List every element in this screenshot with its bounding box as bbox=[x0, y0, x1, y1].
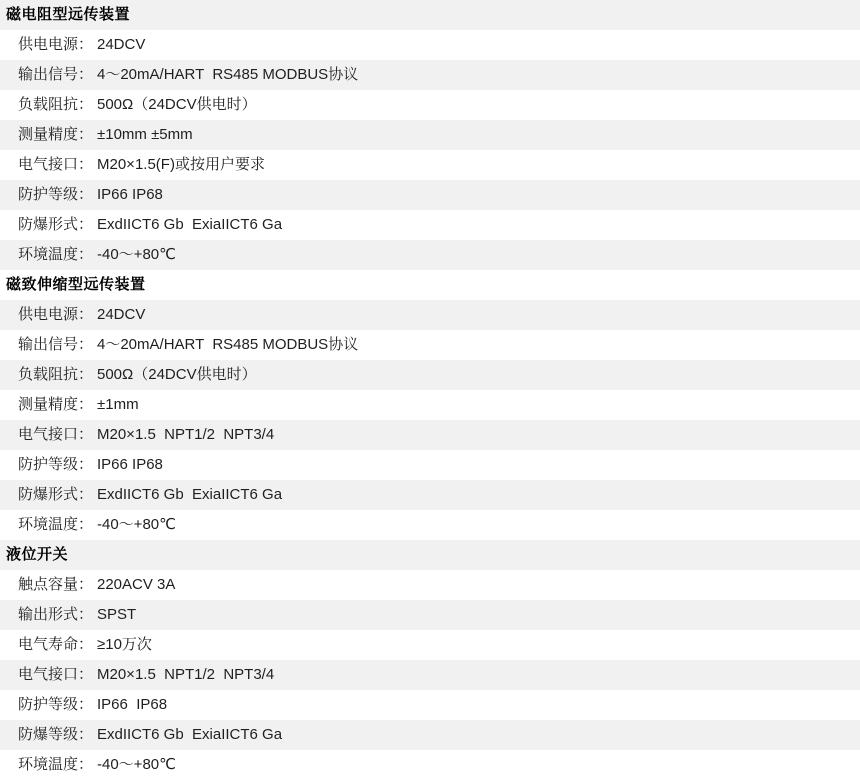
spec-value: ±10mm ±5mm bbox=[97, 126, 193, 143]
spec-label: 电气接口： bbox=[18, 666, 94, 683]
spec-value: -40～+80℃ bbox=[97, 756, 176, 773]
spec-row bbox=[0, 240, 860, 270]
spec-row bbox=[0, 450, 860, 480]
spec-label: 防护等级： bbox=[18, 456, 94, 473]
spec-row bbox=[0, 300, 860, 330]
spec-row bbox=[0, 480, 860, 510]
spec-row bbox=[0, 150, 860, 180]
section-title: 液位开关 bbox=[6, 546, 69, 563]
spec-row bbox=[0, 90, 860, 120]
spec-row bbox=[0, 120, 860, 150]
section-header-row bbox=[0, 540, 860, 570]
spec-label: 供电电源： bbox=[18, 36, 94, 53]
spec-label: 负载阻抗： bbox=[18, 366, 94, 383]
spec-label: 防护等级： bbox=[18, 186, 94, 203]
spec-label: 电气接口： bbox=[18, 426, 94, 443]
spec-row bbox=[0, 690, 860, 720]
spec-value: -40～+80℃ bbox=[97, 246, 176, 263]
spec-value: ±1mm bbox=[97, 396, 139, 413]
spec-label: 测量精度： bbox=[18, 126, 94, 143]
spec-label: 输出形式： bbox=[18, 606, 94, 623]
spec-value: 24DCV bbox=[97, 306, 146, 323]
spec-label: 防爆等级： bbox=[18, 726, 94, 743]
spec-value: M20×1.5(F)或按用户要求 bbox=[97, 156, 265, 173]
spec-label: 环境温度： bbox=[18, 246, 94, 263]
spec-label: 防爆形式： bbox=[18, 216, 94, 233]
spec-row bbox=[0, 210, 860, 240]
section-header-row bbox=[0, 270, 860, 300]
spec-label: 触点容量： bbox=[18, 576, 94, 593]
spec-value: 4～20mA/HART RS485 MODBUS协议 bbox=[97, 336, 359, 353]
section-title: 磁致伸缩型远传装置 bbox=[6, 276, 146, 293]
spec-value: 220ACV 3A bbox=[97, 576, 176, 593]
spec-value: ≥10万次 bbox=[97, 636, 152, 653]
spec-value: IP66 IP68 bbox=[97, 186, 163, 203]
spec-label: 电气接口： bbox=[18, 156, 94, 173]
spec-label: 输出信号： bbox=[18, 336, 94, 353]
spec-label: 环境温度： bbox=[18, 516, 94, 533]
spec-label: 输出信号： bbox=[18, 66, 94, 83]
spec-row bbox=[0, 360, 860, 390]
spec-value: 500Ω（24DCV供电时） bbox=[97, 366, 257, 383]
spec-label: 防爆形式： bbox=[18, 486, 94, 503]
spec-value: SPST bbox=[97, 606, 137, 623]
spec-value: ExdIICT6 Gb ExiaIICT6 Ga bbox=[97, 726, 283, 743]
spec-row bbox=[0, 420, 860, 450]
spec-row bbox=[0, 600, 860, 630]
spec-row bbox=[0, 180, 860, 210]
spec-value: M20×1.5 NPT1/2 NPT3/4 bbox=[97, 426, 275, 443]
spec-row bbox=[0, 630, 860, 660]
spec-value: -40～+80℃ bbox=[97, 516, 176, 533]
spec-row bbox=[0, 390, 860, 420]
spec-row bbox=[0, 750, 860, 780]
spec-label: 环境温度： bbox=[18, 756, 94, 773]
spec-value: 24DCV bbox=[97, 36, 146, 53]
spec-row bbox=[0, 60, 860, 90]
spec-value: IP66 IP68 bbox=[97, 696, 168, 713]
section-header-row bbox=[0, 0, 860, 30]
spec-value: ExdIICT6 Gb ExiaIICT6 Ga bbox=[97, 486, 283, 503]
spec-row bbox=[0, 510, 860, 540]
spec-label: 电气寿命： bbox=[18, 636, 94, 653]
spec-value: 4～20mA/HART RS485 MODBUS协议 bbox=[97, 66, 359, 83]
spec-value: ExdIICT6 Gb ExiaIICT6 Ga bbox=[97, 216, 283, 233]
spec-row bbox=[0, 330, 860, 360]
section-title: 磁电阻型远传装置 bbox=[6, 6, 131, 23]
spec-row bbox=[0, 30, 860, 60]
spec-value: M20×1.5 NPT1/2 NPT3/4 bbox=[97, 666, 275, 683]
spec-row bbox=[0, 660, 860, 690]
spec-value: 500Ω（24DCV供电时） bbox=[97, 96, 257, 113]
spec-value: IP66 IP68 bbox=[97, 456, 163, 473]
spec-label: 供电电源： bbox=[18, 306, 94, 323]
spec-label: 测量精度： bbox=[18, 396, 94, 413]
spec-row bbox=[0, 720, 860, 750]
spec-row bbox=[0, 570, 860, 600]
spec-label: 负载阻抗： bbox=[18, 96, 94, 113]
spec-label: 防护等级： bbox=[18, 696, 94, 713]
